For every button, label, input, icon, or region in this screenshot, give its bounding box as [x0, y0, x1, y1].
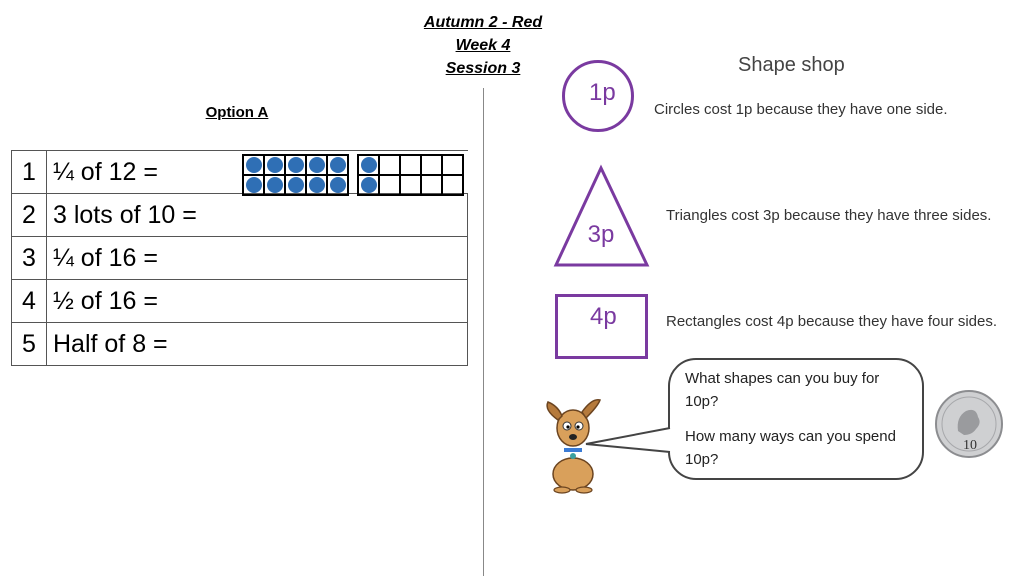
counter-dot — [309, 157, 325, 173]
circle-price: 1p — [589, 79, 616, 106]
circle-shape — [562, 60, 634, 132]
question-text: Half of 8 = — [47, 323, 468, 366]
ten-frame-cell — [243, 175, 264, 195]
question-row — [12, 323, 468, 366]
dog-icon — [540, 396, 606, 494]
ten-frame-cell — [264, 175, 285, 195]
question-text: ¼ of 16 = — [47, 237, 468, 280]
counter-dot — [330, 157, 346, 173]
ten-frame-cell — [358, 155, 379, 175]
counter-dot — [288, 157, 304, 173]
ten-frame-cell — [421, 155, 442, 175]
triangle-price: 3p — [587, 221, 615, 248]
option-label: Option A — [205, 104, 269, 121]
rectangle-description: Rectangles cost 4p because they have four sides. — [666, 313, 998, 330]
question-text: ¼ of 12 = — [47, 151, 468, 194]
ten-frame-cell — [306, 175, 327, 195]
ten-frame-cell — [442, 175, 463, 195]
ten-frame-cell — [327, 175, 348, 195]
counter-dot — [246, 157, 262, 173]
ten-frame-cell — [327, 155, 348, 175]
ten-frame-cell — [379, 155, 400, 175]
ten-frame-grid — [357, 154, 464, 196]
counter-dot — [361, 157, 377, 173]
ten-frame-cell — [306, 155, 327, 175]
triangle-description: Triangles cost 3p because they have three sides. — [666, 207, 992, 224]
ten-frame-cell — [442, 155, 463, 175]
counter-dot — [246, 177, 262, 193]
question-number: 3 — [12, 237, 47, 280]
ten-frame-1 — [242, 154, 349, 196]
question-row — [12, 237, 468, 280]
divider — [483, 88, 484, 576]
header-session: Session 3 — [445, 60, 521, 77]
ten-frame-cell — [421, 175, 442, 195]
header-title: Autumn 2 - Red — [423, 14, 543, 31]
question-number: 1 — [12, 151, 47, 194]
shape-shop-title: Shape shop — [738, 54, 845, 76]
question-text: 3 lots of 10 = — [47, 194, 468, 237]
counter-dot — [361, 177, 377, 193]
counter-dot — [267, 177, 283, 193]
counter-dot — [309, 177, 325, 193]
circle-description: Circles cost 1p because they have one side. — [654, 101, 948, 118]
counter-dot — [288, 177, 304, 193]
ten-frame-cell — [358, 175, 379, 195]
ten-frame-cell — [243, 155, 264, 175]
ten-frame-cell — [285, 175, 306, 195]
coin-value: 10 — [963, 438, 977, 453]
question-row — [12, 194, 468, 237]
ten-frame-cell — [379, 175, 400, 195]
ten-frame-cell — [400, 175, 421, 195]
header-week: Week 4 — [455, 37, 511, 54]
rectangle-shape — [555, 294, 648, 359]
question-number: 2 — [12, 194, 47, 237]
bubble-question-2: How many ways can you spend 10p? — [685, 428, 896, 468]
bubble-question-1: What shapes can you buy for 10p? — [685, 370, 880, 410]
ten-frame-2 — [357, 154, 464, 196]
question-row — [12, 280, 468, 323]
ten-frame-cell — [285, 155, 306, 175]
question-number: 5 — [12, 323, 47, 366]
counter-dot — [330, 177, 346, 193]
triangle-shape — [552, 164, 652, 270]
rectangle-price: 4p — [590, 303, 617, 330]
ten-frame-cell — [400, 155, 421, 175]
ten-pence-coin-icon — [934, 389, 1004, 459]
question-number: 4 — [12, 280, 47, 323]
ten-frame-cell — [264, 155, 285, 175]
ten-frame-grid — [242, 154, 349, 196]
question-text: ½ of 16 = — [47, 280, 468, 323]
counter-dot — [267, 157, 283, 173]
